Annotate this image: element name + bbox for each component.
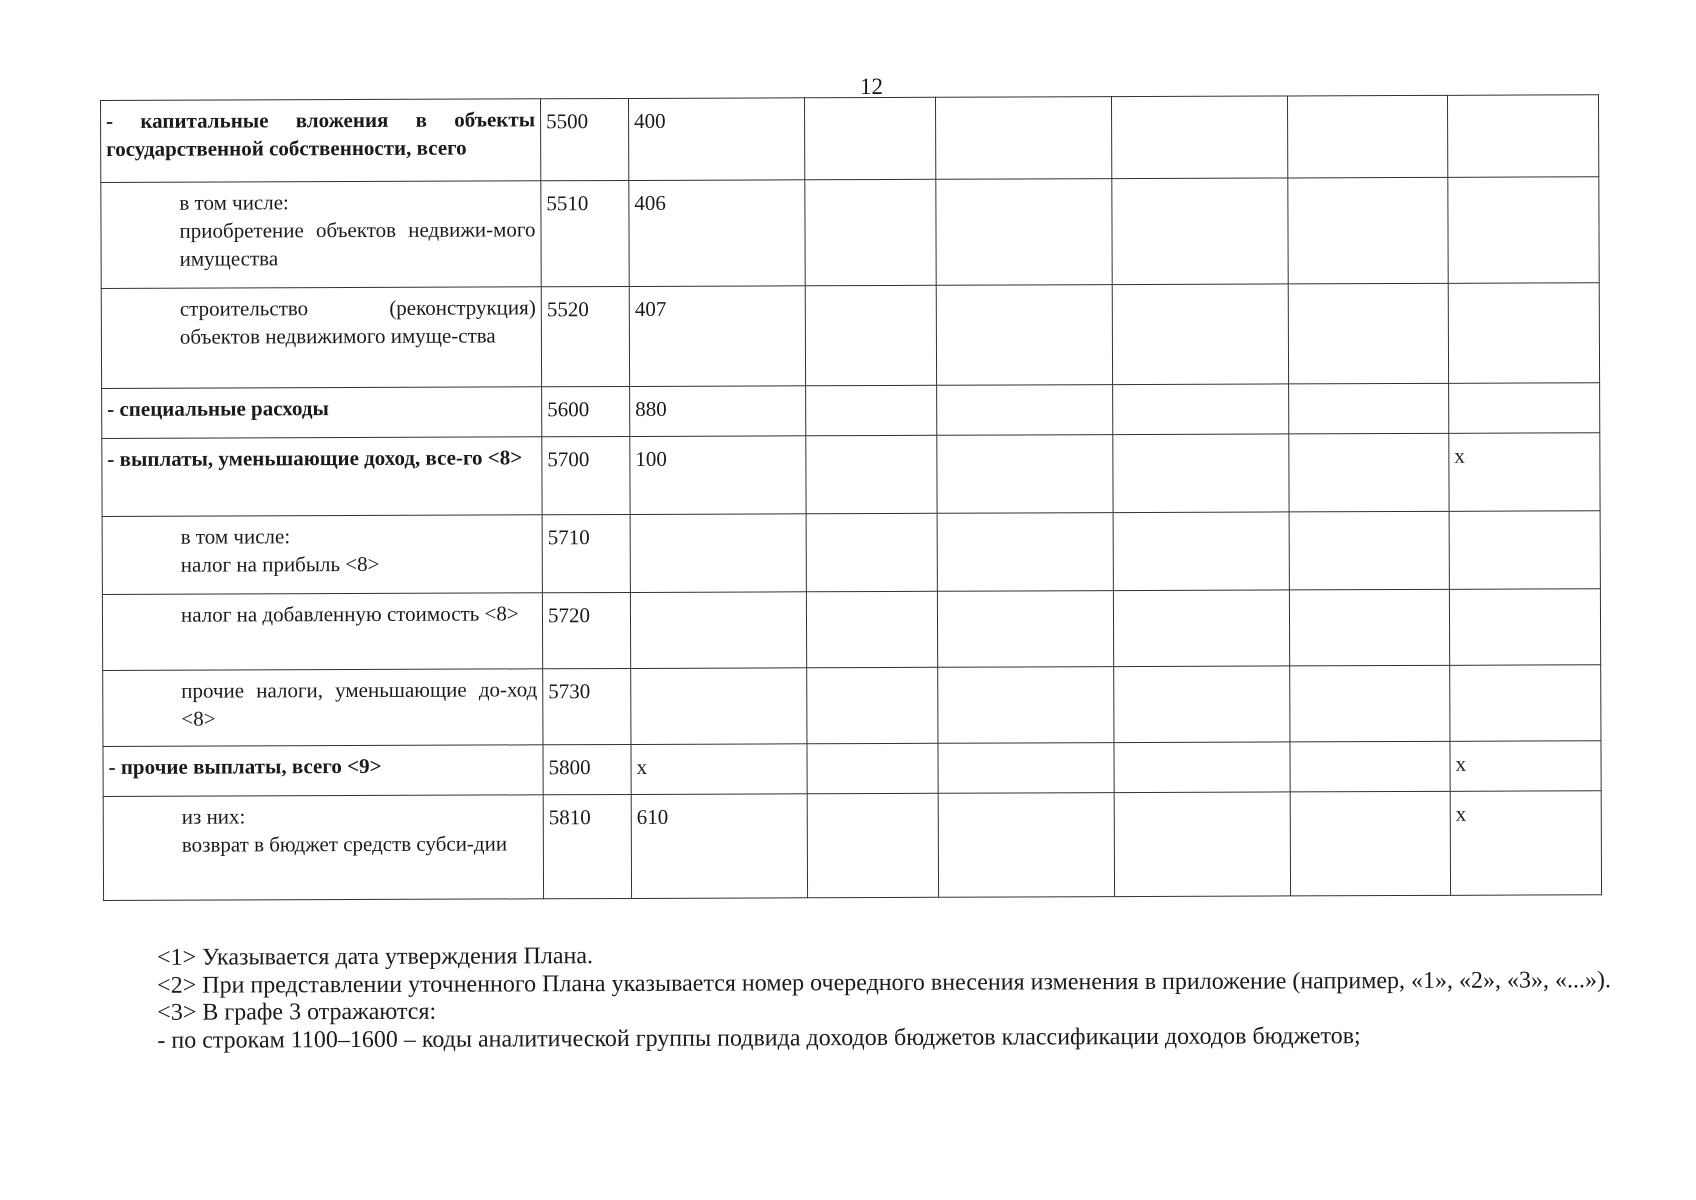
empty-cell xyxy=(806,435,937,514)
row-code: 5800 xyxy=(543,744,631,794)
empty-cell xyxy=(807,667,938,744)
row-last-column xyxy=(1448,283,1599,384)
empty-cell xyxy=(935,97,1111,180)
row-label: - специальные расходы xyxy=(102,387,542,439)
empty-cell xyxy=(938,743,1114,794)
footnote-2: <2> При представлении уточненного Плана указывается номер очередного внесения изменения в приложение (например, «1», «2», «3», «...»). xyxy=(157,966,1612,999)
table-row xyxy=(103,665,1601,747)
row-kbk-code xyxy=(630,592,806,669)
row-last-column: х xyxy=(1449,433,1600,512)
empty-cell xyxy=(938,667,1114,744)
row-kbk-code: 610 xyxy=(631,794,807,899)
empty-cell xyxy=(805,285,936,386)
empty-cell xyxy=(936,285,1112,386)
row-kbk-code: 407 xyxy=(629,286,805,387)
row-last-column xyxy=(1449,589,1600,666)
row-last-column xyxy=(1449,383,1600,434)
empty-cell xyxy=(1112,284,1288,385)
empty-cell xyxy=(806,385,937,436)
row-label: налог на добавленную стоимость <8> xyxy=(102,593,542,671)
empty-cell xyxy=(1113,384,1289,435)
row-kbk-code: 400 xyxy=(628,98,804,181)
row-code: 5710 xyxy=(542,514,630,592)
empty-cell xyxy=(805,179,936,286)
row-kbk-code: 100 xyxy=(630,436,806,515)
table-row xyxy=(101,95,1599,183)
row-kbk-code: х xyxy=(631,744,807,795)
empty-cell xyxy=(1113,512,1289,591)
table-row xyxy=(103,791,1601,901)
row-label: - прочие выплаты, всего <9> xyxy=(103,745,543,797)
row-label: в том числе: налог на прибыль <8> xyxy=(102,515,542,595)
row-label: прочие налоги, уменьшающие до-ход <8> xyxy=(103,669,543,747)
empty-cell xyxy=(1288,283,1448,384)
row-kbk-code: 880 xyxy=(630,386,806,437)
row-label: строительство (реконструкция) объектов недвижимого имуще-ства xyxy=(101,287,541,389)
empty-cell xyxy=(1113,434,1289,513)
empty-cell xyxy=(1288,177,1448,284)
row-code: 5500 xyxy=(540,98,628,180)
empty-cell xyxy=(1114,742,1290,793)
row-code: 5520 xyxy=(541,286,629,386)
footnote-3: <3> В графе 3 отражаются: xyxy=(157,998,437,1026)
row-kbk-code xyxy=(630,514,806,593)
empty-cell xyxy=(807,743,938,794)
empty-cell xyxy=(806,591,937,668)
empty-cell xyxy=(936,179,1112,286)
row-last-column xyxy=(1450,665,1601,742)
table-row xyxy=(103,741,1601,797)
row-code: 5810 xyxy=(543,794,631,898)
row-last-column: х xyxy=(1450,791,1601,896)
row-code: 5720 xyxy=(542,592,630,668)
empty-cell xyxy=(1289,511,1449,590)
row-label: - выплаты, уменьшающие доход, все-го <8> xyxy=(102,437,542,517)
table-row xyxy=(101,177,1599,289)
empty-cell xyxy=(1289,433,1449,512)
page-number: 12 xyxy=(860,74,883,99)
empty-cell xyxy=(1290,791,1450,896)
table-row xyxy=(102,511,1600,595)
table-row xyxy=(102,589,1600,671)
empty-cell xyxy=(806,513,937,592)
empty-cell xyxy=(1111,96,1287,179)
empty-cell xyxy=(1112,178,1288,285)
empty-cell xyxy=(1289,383,1449,434)
financial-plan-table-wrapper xyxy=(100,94,1601,901)
empty-cell xyxy=(1113,590,1289,667)
footnote-1: <1> Указывается дата утверждения Плана. xyxy=(156,943,594,971)
empty-cell xyxy=(1114,792,1290,897)
footnotes xyxy=(97,939,1667,1055)
table-row xyxy=(102,383,1600,439)
table-row xyxy=(101,283,1599,389)
empty-cell xyxy=(938,793,1114,898)
empty-cell xyxy=(1290,741,1450,792)
row-label: - капитальные вложения в объекты государственной собственности, всего xyxy=(101,99,541,183)
row-kbk-code xyxy=(631,668,807,745)
empty-cell xyxy=(1290,665,1450,742)
empty-cell xyxy=(1289,589,1449,666)
row-last-column xyxy=(1448,177,1599,284)
row-label: из них: возврат в бюджет средств субси-дии xyxy=(103,795,543,901)
table-row xyxy=(102,433,1600,517)
row-kbk-code: 406 xyxy=(629,180,805,287)
empty-cell xyxy=(937,513,1113,592)
empty-cell xyxy=(937,385,1113,436)
row-code: 5510 xyxy=(541,180,629,286)
row-last-column xyxy=(1447,95,1598,178)
empty-cell xyxy=(1114,666,1290,743)
row-code: 5700 xyxy=(542,436,630,514)
empty-cell xyxy=(807,793,938,898)
table-body xyxy=(101,95,1602,901)
row-last-column: х xyxy=(1450,741,1601,792)
financial-plan-table xyxy=(100,94,1602,901)
empty-cell xyxy=(937,435,1113,514)
row-code: 5730 xyxy=(543,668,631,744)
footnote-4: - по строкам 1100–1600 – коды аналитической группы подвида доходов бюджетов классификации доходов бюджетов; xyxy=(157,1022,1361,1054)
empty-cell xyxy=(937,591,1113,668)
empty-cell xyxy=(1287,95,1447,178)
row-label: в том числе: приобретение объектов недвижи-мого имущества xyxy=(101,181,541,289)
empty-cell xyxy=(804,97,935,180)
row-code: 5600 xyxy=(542,386,630,436)
row-last-column xyxy=(1449,511,1600,590)
